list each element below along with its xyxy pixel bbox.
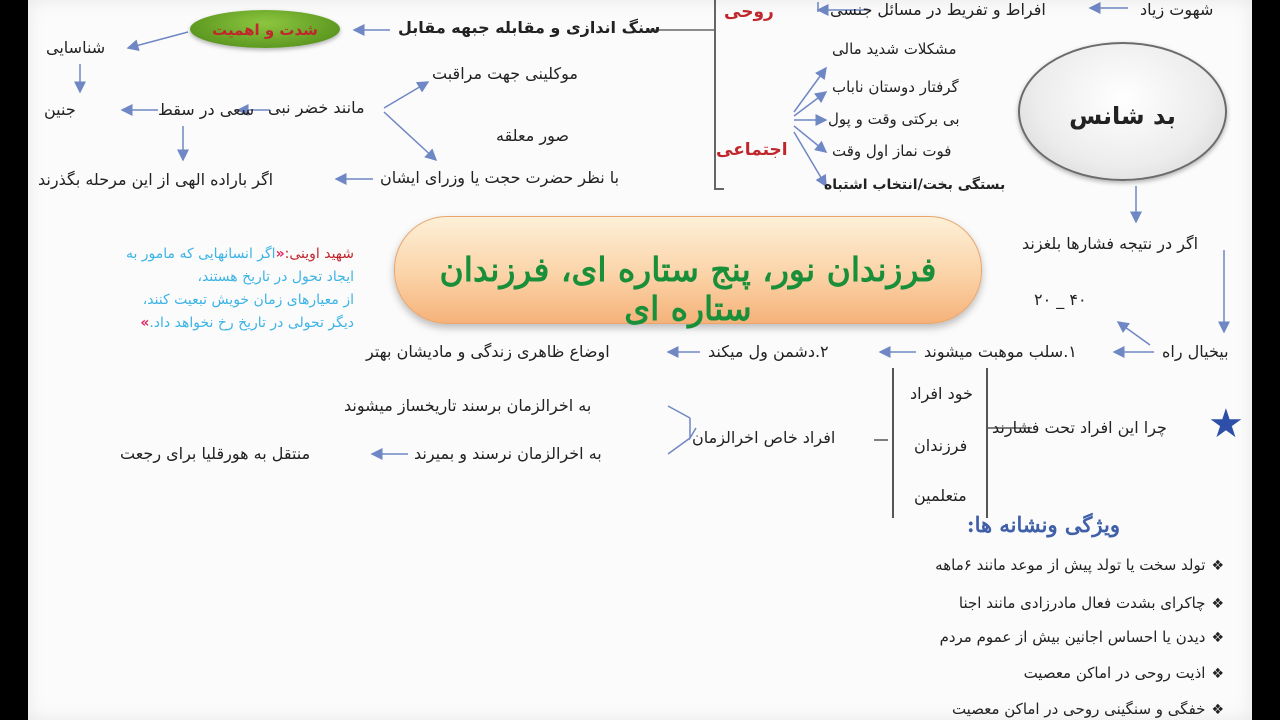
arrow: [794, 92, 826, 116]
feature-text: چاکرای بشدت فعال مادرزادی مانند اجنا: [958, 594, 1206, 612]
quote-line: دیگر تحولی در تاریخ رخ نخواهد داد.: [149, 315, 354, 331]
agar-feshar-text: اگر در نتیجه فشارها بلغزند: [1022, 234, 1199, 253]
branch1-text: به اخرالزمان برسند تاریخساز میشوند: [344, 396, 592, 415]
diamond-bullet-icon: ❖: [1211, 596, 1224, 612]
features-title: ویژگی ونشانه ها:: [966, 512, 1120, 537]
group-item: فرزندان: [914, 436, 968, 455]
sovar-text: صور معلقه: [496, 126, 569, 145]
nazar-text: با نظر حضرت حجت یا وزرای ایشان: [380, 168, 620, 187]
ruhi-label: روحی: [724, 2, 774, 22]
feature-item: [935, 556, 1224, 574]
agar-erade-text: اگر باراده الهی از این مرحله بگذرند: [38, 170, 274, 189]
feature-item: [940, 628, 1224, 646]
ejtemai-item: مشکلات شدید مالی: [832, 40, 957, 58]
quote-open-mark: «: [275, 246, 285, 262]
ejtemai-label: اجتماعی: [716, 140, 788, 160]
quote-author: شهید اوینی:: [284, 246, 354, 262]
sang-text: سنگ اندازی و مقابله جبهه مقابل: [398, 18, 661, 37]
star-icon: ★: [1208, 401, 1244, 447]
doshman-text: ۲.دشمن ول میکند: [708, 342, 829, 361]
ejtemai-item: فوت نماز اول وقت: [832, 142, 952, 160]
arrow: [794, 132, 826, 186]
feature-item: [959, 594, 1224, 612]
branch2-text: به اخرالزمان نرسند و بمیرند: [414, 444, 602, 463]
arrow: [1118, 322, 1150, 345]
afrad-khas-text: افراد خاص اخرالزمان: [692, 428, 836, 447]
arrow: [384, 82, 428, 108]
feature-text: دیدن یا احساس اجانین بیش از عموم مردم: [939, 628, 1206, 646]
quote-close-mark: »: [140, 315, 150, 331]
title-banner: [394, 216, 982, 328]
feature-item: [1024, 664, 1224, 682]
efrat-text: افراط و تفریط در مسائل جنسی: [830, 0, 1046, 19]
ozae-text: اوضاع ظاهری زندگی و مادیشان بهتر: [366, 342, 610, 361]
shenasaei-text: شناسایی: [46, 38, 106, 57]
banner-title: فرزندان نور، پنج ستاره ای، فرزندان ستاره ای: [439, 250, 937, 328]
group-item: متعلمین: [914, 486, 967, 505]
arrow: [794, 68, 826, 112]
diamond-bullet-icon: ❖: [1211, 702, 1224, 718]
vertical-divider: [714, 0, 716, 190]
vertical-divider-cap: [714, 188, 724, 190]
feature-text: خفگی و سنگینی روحی در اماکن معصیت: [951, 700, 1206, 718]
feature-item: [952, 700, 1224, 718]
arrow: [128, 32, 188, 48]
mind-map-slide: [28, 0, 1252, 720]
janin-text: جنین: [44, 100, 76, 119]
salb-text: ۱.سلب موهبت میشوند: [924, 342, 1077, 361]
diamond-bullet-icon: ❖: [1211, 666, 1224, 682]
shahvat-text: شهوت زیاد: [1140, 0, 1214, 19]
montaghel-text: منتقل به هورقلیا برای رجعت: [120, 444, 311, 463]
quote-line: از معیارهای زمان خویش تبعیت کنند،: [142, 292, 354, 308]
diamond-bullet-icon: ❖: [1211, 630, 1224, 646]
bikhial-text: بیخیال راه: [1162, 342, 1229, 361]
why-question: چرا این افراد تحت فشارند: [992, 418, 1167, 437]
ejtemai-item: بستگی بخت/انتخاب اشتباه: [824, 177, 1006, 193]
quote-line: اگر انسانهایی که مامور به: [125, 246, 276, 262]
ejtemai-item: بی برکتی وقت و پول: [828, 110, 960, 128]
saei-text: سعی در سقط: [158, 100, 255, 119]
diamond-bullet-icon: ❖: [1211, 558, 1224, 574]
khezr-text: مانند خضر نبی: [268, 98, 365, 117]
arrow: [384, 112, 436, 160]
feature-text: اذیت روحی در اماکن معصیت: [1023, 664, 1206, 682]
range-text: ۴۰ _ ۲۰: [1034, 290, 1087, 309]
shedat-pill: [190, 10, 340, 48]
group-item: خود افراد: [910, 384, 973, 403]
mokalini-text: موکلینی جهت مراقبت: [432, 64, 578, 83]
quote-line: ایجاد تحول در تاریخ هستند،: [197, 269, 354, 285]
quote-block: [44, 243, 354, 335]
shedat-label: شدت و اهمیت: [212, 21, 318, 39]
bad-shans-label: بد شانس: [1069, 102, 1176, 130]
ejtemai-item: گرفتار دوستان ناباب: [832, 78, 959, 96]
bad-shans-bubble: [1018, 42, 1227, 181]
feature-text: تولد سخت یا تولد پیش از موعد مانند ۶ماهه: [935, 556, 1206, 574]
